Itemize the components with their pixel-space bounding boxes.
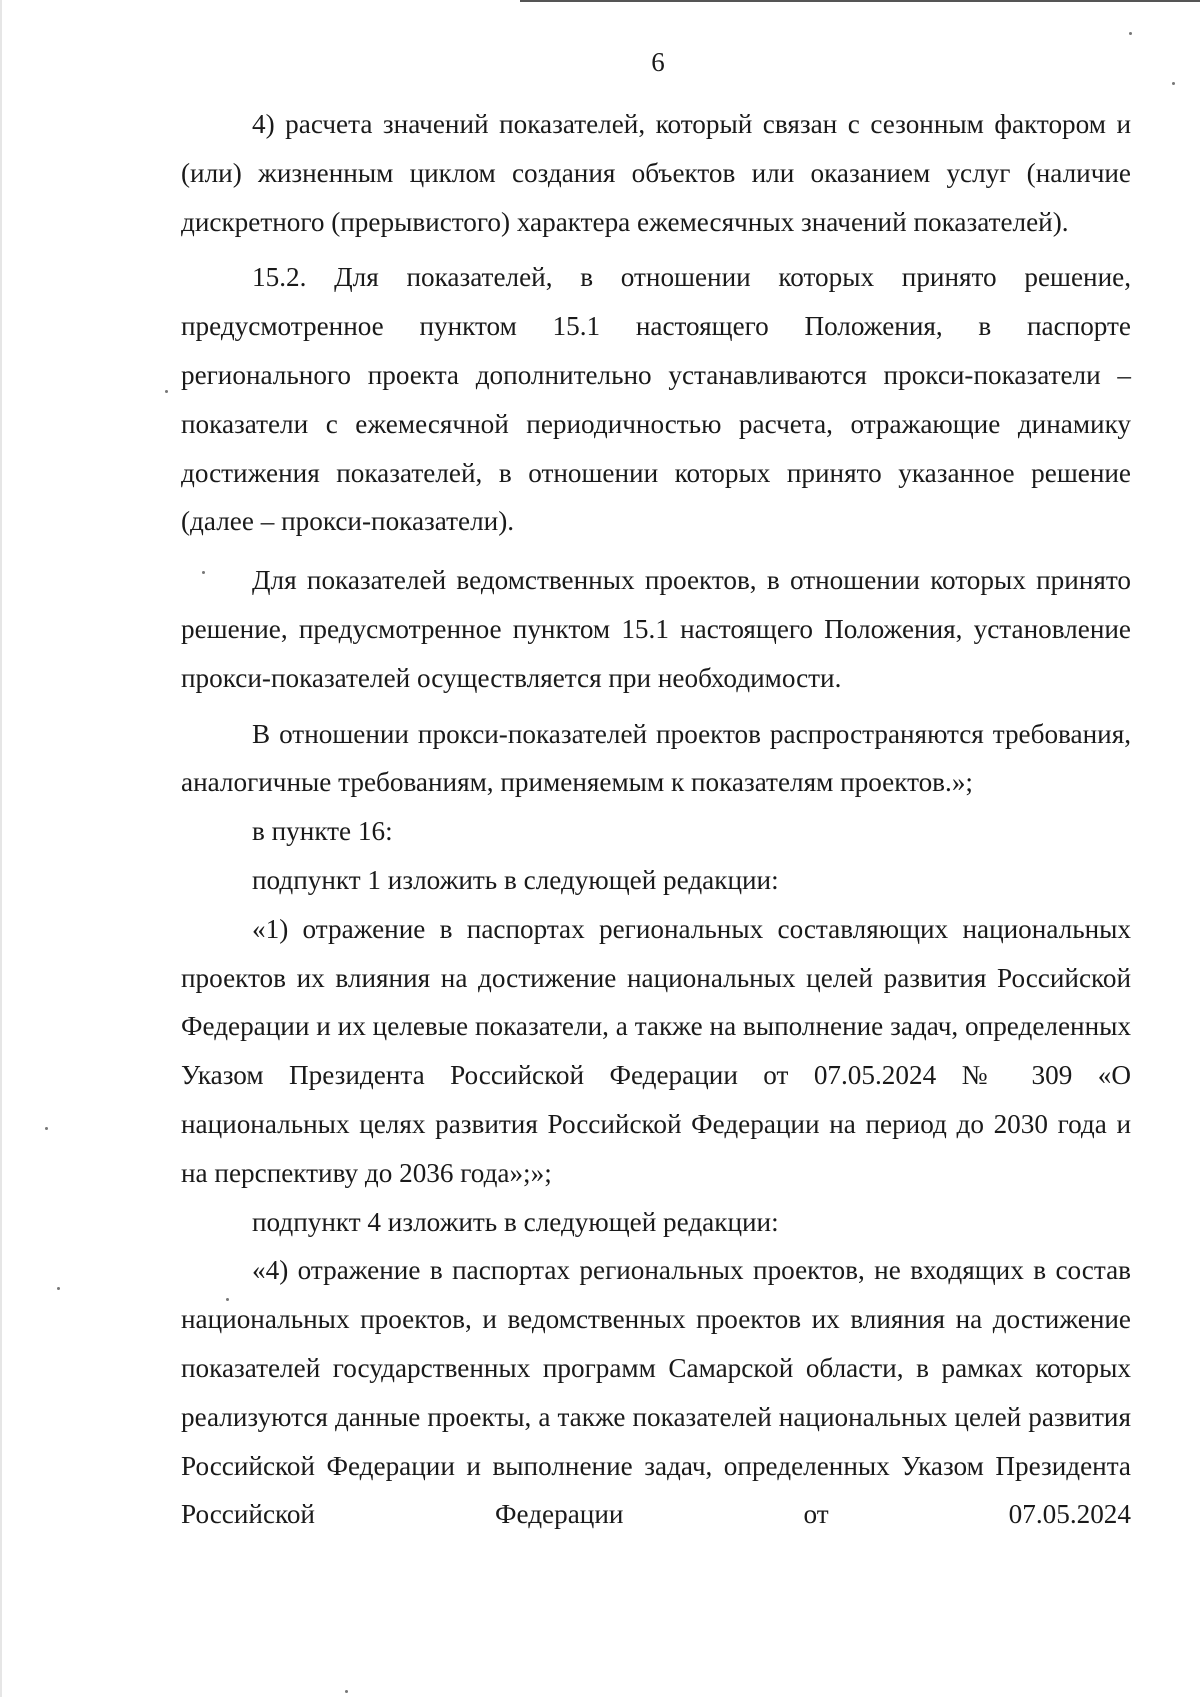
scan-speck: [45, 1127, 48, 1130]
paragraph-departmental-projects: Для показателей ведомственных проектов, в отношении которых принято решение, предусмотренное пунктом 15.1 настоящего Положения, установление прокси-показателей осуществляется при необходимости.: [181, 565, 1131, 693]
scan-speck: [202, 571, 205, 574]
paragraph-subpoint-1-instruction: подпункт 1 изложить в следующей редакции:: [252, 864, 779, 895]
paragraph-subpoint-4-text: «4) отражение в паспортах региональных проектов, не входящих в состав национальных проектов, и ведомственных проектов их влияния на достижение показателей государственных программ Самарской области, в рамках которых реализуются данные проекты, а также показателей национальных целей развития Российской Федерации и выполнение задач, определенных Указом Президента Российской Федерации от 07.05.2024: [181, 1255, 1131, 1530]
scan-speck: [1129, 32, 1132, 35]
scan-speck: [1172, 82, 1175, 85]
scan-speck: [57, 1287, 60, 1290]
paragraph-subitem-4-seasonal: 4) расчета значений показателей, который связан с сезонным фактором и (или) жизненным циклом создания объектов или оказанием услуг (наличие дискретного (прерывистого) характера ежемесячных значений показателей).: [181, 109, 1131, 237]
paragraph-point-16: в пункте 16:: [252, 816, 393, 847]
page-number: 6: [651, 47, 665, 77]
scan-top-edge: [520, 0, 1200, 2]
document-body: [181, 100, 1131, 1539]
paragraph-subpoint-4-instruction: подпункт 4 изложить в следующей редакции:: [252, 1206, 779, 1237]
scan-left-edge: [0, 0, 2, 1697]
scan-speck: [345, 1690, 348, 1693]
paragraph-15-2-proxy-indicators: 15.2. Для показателей, в отношении которых принято решение, предусмотренное пунктом 15.1 настоящего Положения, в паспорте регионального проекта дополнительно устанавливаются прокси-показатели – показатели с ежемесячной периодичностью расчета, отражающие динамику достижения показателей, в отношении которых принято указанное решение (далее – прокси-показатели).: [181, 262, 1131, 537]
scan-speck: [165, 390, 168, 393]
paragraph-subpoint-1-text: «1) отражение в паспортах региональных составляющих национальных проектов их влияния на достижение национальных целей развития Российской Федерации и их целевые показатели, а также на выполнение задач, определенных Указом Президента Российской Федерации от 07.05.2024 № 309 «О национальных целях развития Российской Федерации на период до 2030 года и на перспективу до 2036 года»;»;: [181, 913, 1131, 1188]
paragraph-proxy-requirements: В отношении прокси-показателей проектов распространяются требования, аналогичные требованиям, применяемым к показателям проектов.»;: [181, 718, 1131, 798]
scan-speck: [226, 1298, 229, 1301]
